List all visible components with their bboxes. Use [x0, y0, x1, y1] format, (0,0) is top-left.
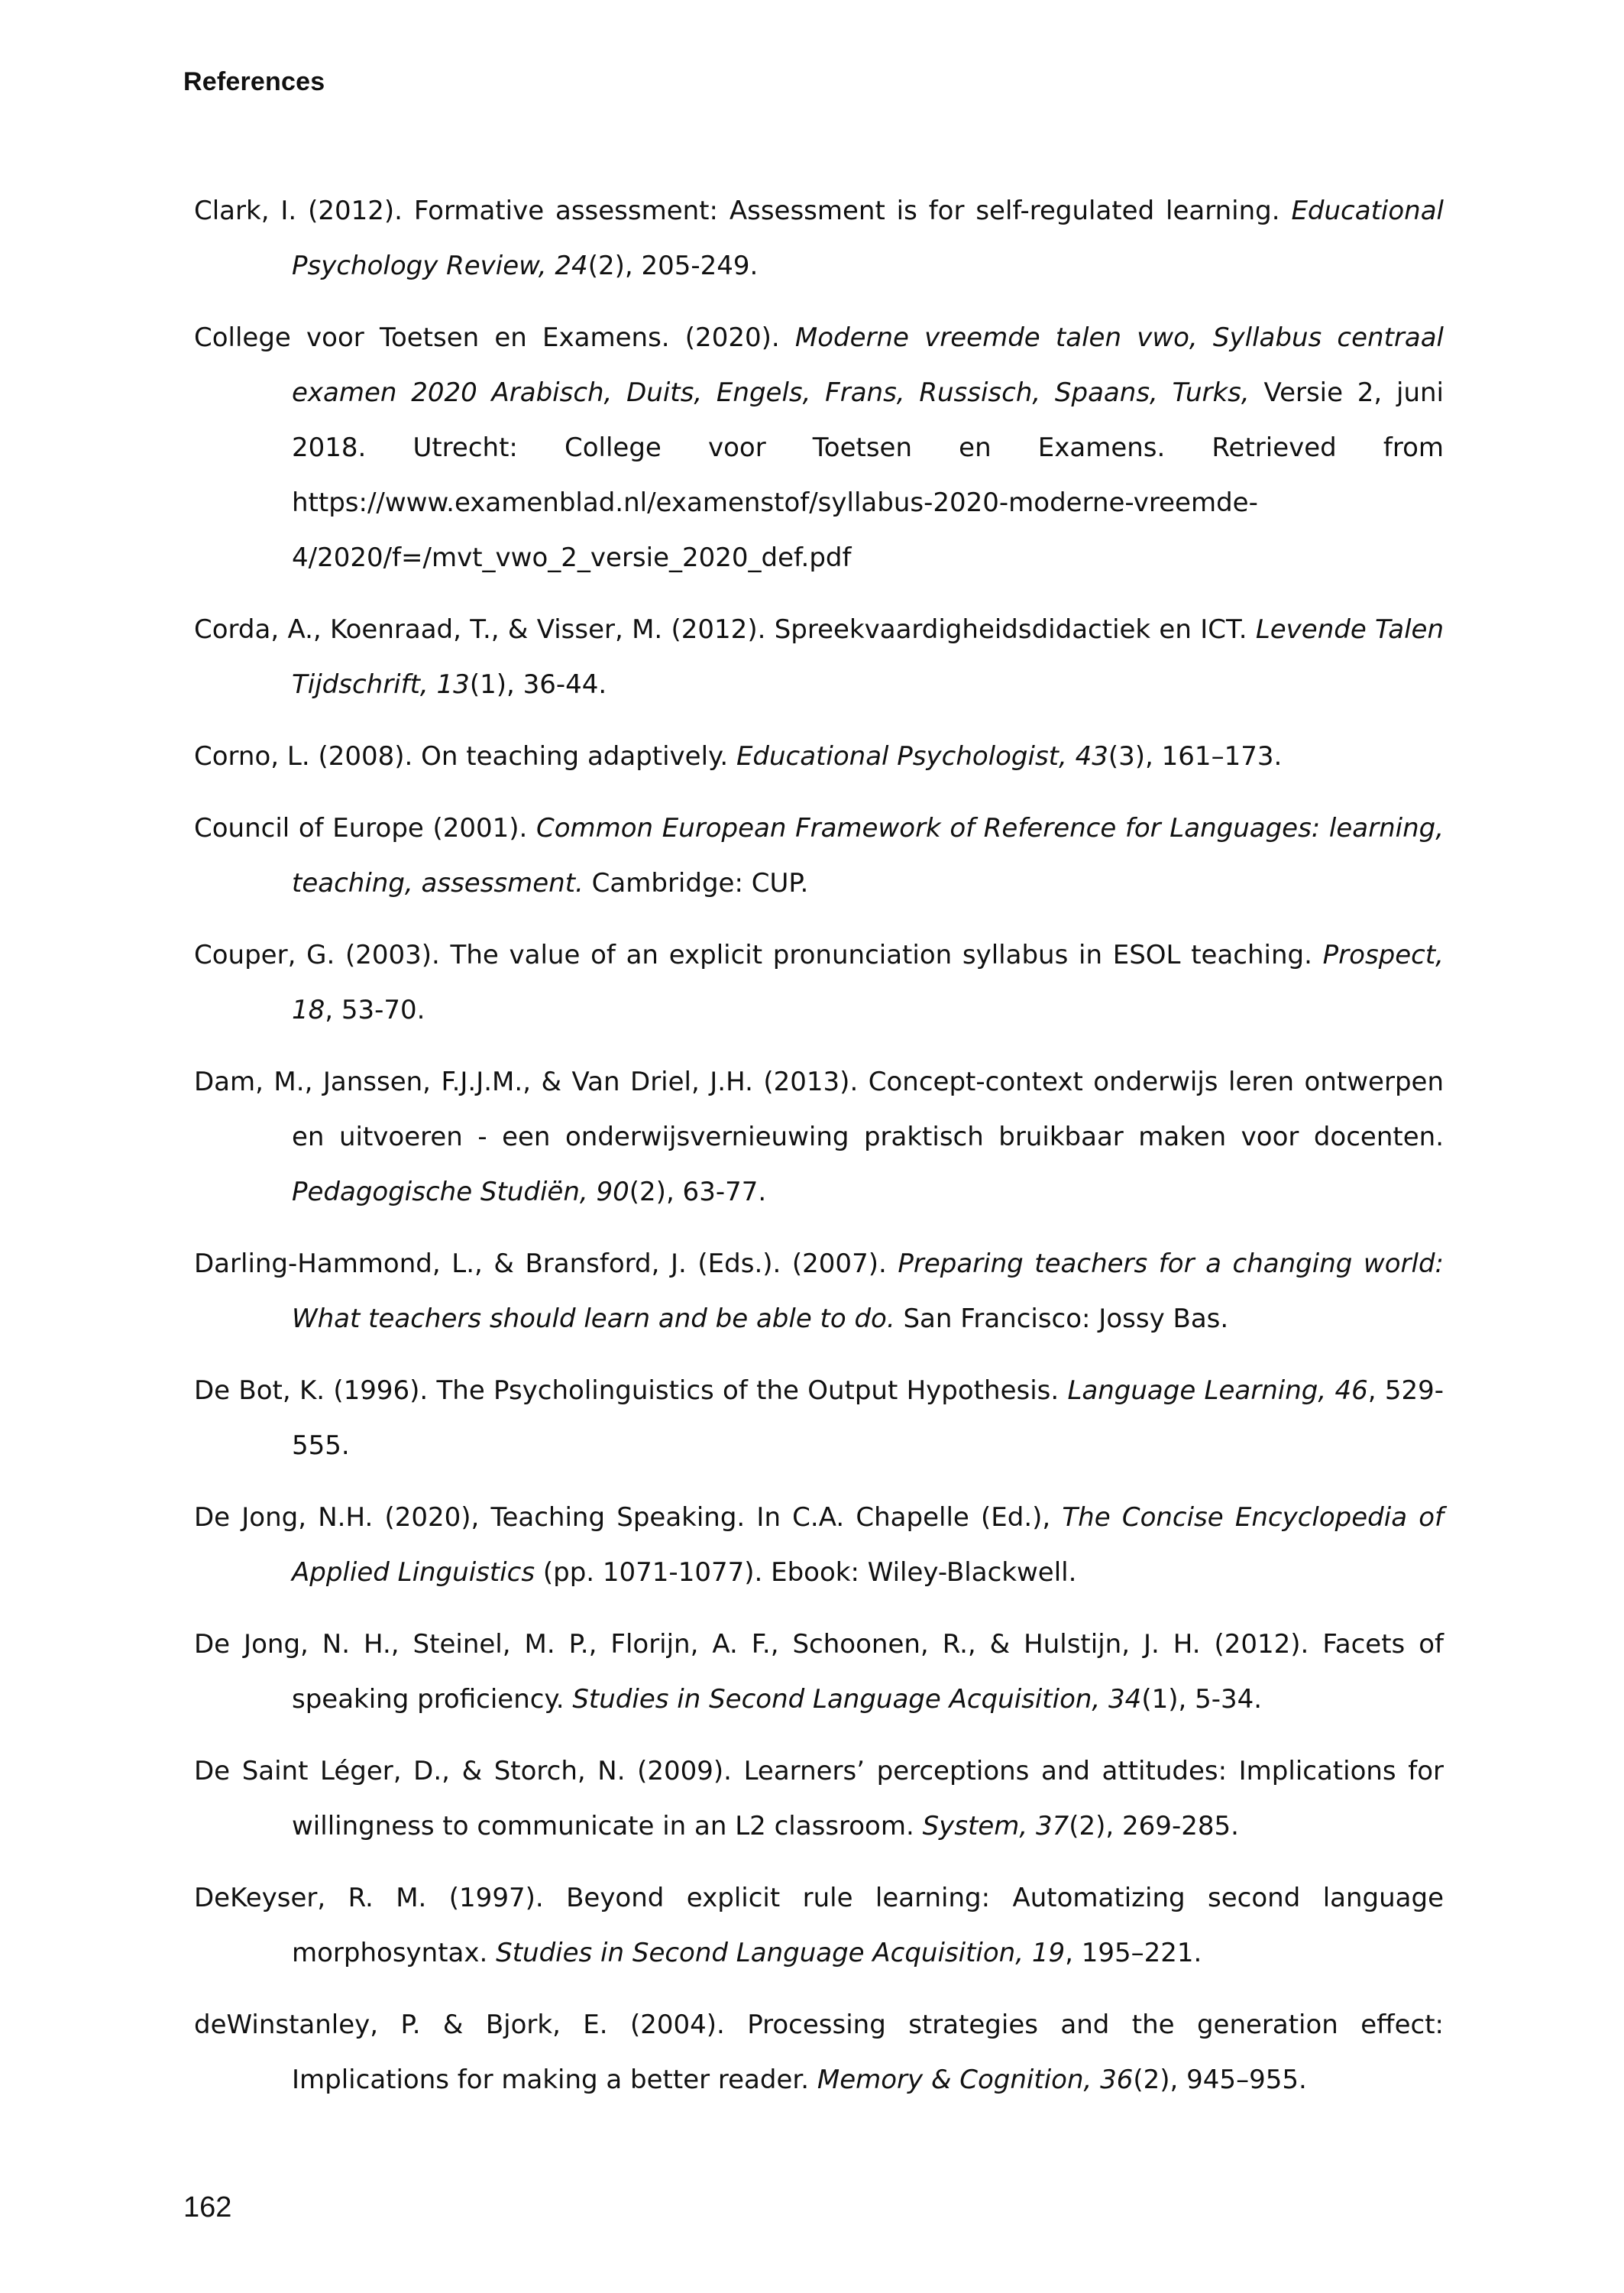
page-number: 162	[183, 2191, 232, 2223]
reference-text: Corno, L. (2008). On teaching adaptively.	[194, 741, 736, 772]
reference-text: (2), 945–955.	[1133, 2065, 1307, 2095]
reference-entry	[194, 729, 1444, 784]
reference-italic-text: The Concise Encyclopedia of Applied Linguistics	[292, 1502, 1444, 1588]
reference-text: Cambridge: CUP.	[583, 868, 809, 899]
reference-entry	[194, 801, 1444, 911]
reference-italic-text: Language Learning, 46	[1067, 1375, 1368, 1406]
reference-text: (3), 161–173.	[1108, 741, 1283, 772]
reference-text: (pp. 1071-1077). Ebook: Wiley-Blackwell.	[535, 1557, 1077, 1588]
reference-italic-text: Studies in Second Language Acquisition, 34	[572, 1684, 1142, 1715]
reference-text: DeKeyser, R. M. (1997). Beyond explicit rule learning: Automatizing second language morphosyntax.	[194, 1883, 1444, 1968]
reference-italic-text: Common European Framework of Reference for Languages: learning, teaching, assessment.	[292, 813, 1444, 899]
reference-text: Versie 2, juni 2018. Utrecht: College voor Toetsen en Examens. Retrieved from https://www.examenblad.nl/examenstof/syllabus-2020-moderne-vreemde-4/2020/f=/mvt_vwo_2_versie_2020_def.pdf	[292, 377, 1444, 573]
reference-text: De Bot, K. (1996). The Psycholinguistics of the Output Hypothesis.	[194, 1375, 1068, 1406]
reference-entry	[194, 602, 1444, 712]
reference-entry	[194, 1617, 1444, 1727]
reference-text: , 195–221.	[1065, 1938, 1202, 1968]
reference-entry	[194, 928, 1444, 1038]
reference-list	[194, 183, 1444, 2124]
section-header: References	[183, 67, 325, 96]
reference-text: , 529-555.	[292, 1375, 1444, 1461]
reference-text: (2), 205-249.	[587, 251, 759, 281]
reference-italic-text: Moderne vreemde talen vwo, Syllabus centraal examen 2020 Arabisch, Duits, Engels, Frans, Russisch, Spaans, Turks,	[292, 322, 1444, 408]
reference-entry	[194, 1054, 1444, 1219]
reference-italic-text: Educational Psychology Review, 24	[292, 196, 1444, 281]
reference-entry	[194, 183, 1444, 293]
reference-text: deWinstanley, P. & Bjork, E. (2004). Processing strategies and the generation effect: Implications for making a better reader.	[194, 2010, 1444, 2095]
reference-italic-text: Levende Talen Tijdschrift, 13	[292, 614, 1444, 700]
reference-entry	[194, 1744, 1444, 1854]
reference-text: San Francisco: Jossy Bas.	[894, 1304, 1229, 1334]
reference-entry	[194, 1490, 1444, 1600]
reference-italic-text: Pedagogische Studiën, 90	[292, 1177, 629, 1207]
reference-text: , 53-70.	[325, 995, 425, 1025]
reference-text: (2), 63-77.	[629, 1177, 767, 1207]
reference-text: Dam, M., Janssen, F.J.J.M., & Van Driel, J.H. (2013). Concept-context onderwijs leren ontwerpen en uitvoeren - een onderwijsvernieuwing praktisch bruikbaar maken voor docenten.	[194, 1067, 1444, 1152]
reference-text: College voor Toetsen en Examens. (2020).	[194, 322, 795, 353]
reference-italic-text: Educational Psychologist, 43	[736, 741, 1108, 772]
reference-italic-text: Memory & Cognition, 36	[817, 2065, 1134, 2095]
reference-entry	[194, 310, 1444, 585]
reference-italic-text: System, 37	[922, 1811, 1069, 1841]
reference-italic-text: Studies in Second Language Acquisition, 19	[496, 1938, 1066, 1968]
reference-entry	[194, 1997, 1444, 2107]
reference-text: Darling-Hammond, L., & Bransford, J. (Eds.). (2007).	[194, 1249, 898, 1279]
reference-text: (1), 36-44.	[469, 669, 607, 700]
reference-italic-text: Prospect, 18	[292, 940, 1444, 1025]
reference-entry	[194, 1363, 1444, 1473]
reference-italic-text: Preparing teachers for a changing world: What teachers should learn and be able to do.	[292, 1249, 1444, 1334]
reference-text: Couper, G. (2003). The value of an explicit pronunciation syllabus in ESOL teaching.	[194, 940, 1323, 970]
reference-text: (2), 269-285.	[1069, 1811, 1239, 1841]
reference-text: (1), 5-34.	[1141, 1684, 1263, 1715]
reference-text: Council of Europe (2001).	[194, 813, 536, 844]
reference-text: De Jong, N. H., Steinel, M. P., Florijn, A. F., Schoonen, R., & Hulstijn, J. H. (2012). Facets of speaking proficiency.	[194, 1629, 1444, 1715]
reference-text: De Saint Léger, D., & Storch, N. (2009). Learners’ perceptions and attitudes: Implications for willingness to communicate in an L2 classroom.	[194, 1756, 1444, 1841]
reference-text: Corda, A., Koenraad, T., & Visser, M. (2012). Spreekvaardigheidsdidactiek en ICT.	[194, 614, 1256, 645]
reference-entry	[194, 1870, 1444, 1980]
reference-text: Clark, I. (2012). Formative assessment: Assessment is for self-regulated learning.	[194, 196, 1292, 226]
reference-text: De Jong, N.H. (2020), Teaching Speaking. In C.A. Chapelle (Ed.),	[194, 1502, 1063, 1533]
reference-entry	[194, 1236, 1444, 1346]
